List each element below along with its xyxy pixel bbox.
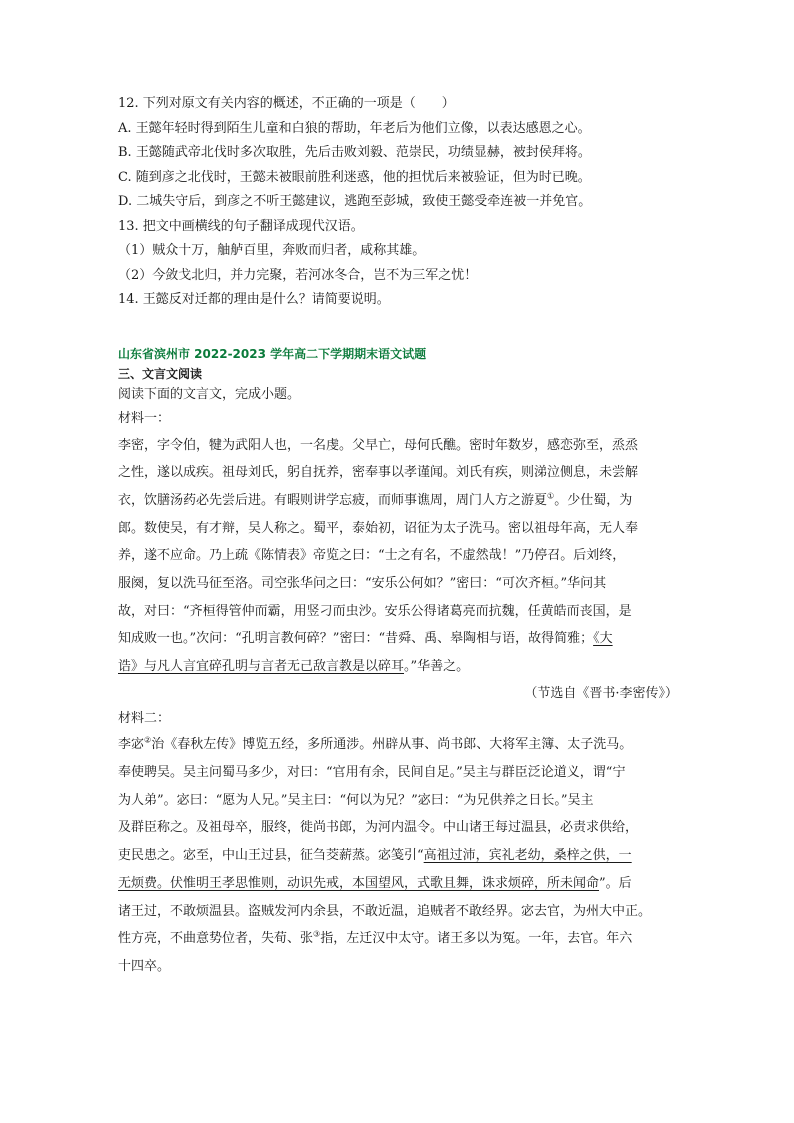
m2-line-1-text: 李宓 — [118, 737, 145, 753]
material-2-label: 材料二： — [118, 710, 171, 726]
underlined-sentence-2a: 高祖过沛，宾礼老幼，桑梓之供，一 — [423, 848, 632, 864]
material-1-source: （节选自《晋书·李密传》） — [524, 685, 678, 701]
m1-line-7: 故，对曰：“齐桓得管仲而霸，用竖刁而虫沙。安乐公得诸葛亮而抗魏，任黄皓而丧国，是 — [118, 603, 632, 619]
question-13-2: （2）今敛戈北归，并力完聚，若河冰冬合，岂不为三军之忧！ — [118, 267, 478, 283]
m2-line-9: 十四卒。 — [118, 958, 171, 974]
instruction: 阅读下面的文言文，完成小题。 — [118, 386, 301, 402]
question-13: 13. 把文中画横线的句子翻译成现代汉语。 — [118, 218, 364, 234]
material-1-text — [118, 432, 678, 681]
section-title: 三、文言文阅读 — [118, 366, 203, 381]
question-14: 14. 王懿反对迁都的理由是什么？请简要说明。 — [118, 292, 390, 307]
m1-line-3-text: 衣，饮膳汤药必先尝后进。有暇则讲学忘疲，而师事谯周，周门人方之游夏 — [118, 492, 548, 508]
m2-line-8-rest: 指，左迁汉中太守。诸王多以为冤。一年，去官。年六 — [320, 931, 633, 947]
material-2-text — [118, 731, 678, 980]
footnote-mark-1: ① — [547, 491, 555, 501]
m1-line-3 — [118, 487, 678, 515]
m2-line-1-rest: 治《春秋左传》博览五经，多所通涉。州辟从事、尚书郎、大将军主簿、太子洗马。 — [151, 737, 633, 753]
m1-line-9-end: 。”华善之。 — [404, 659, 470, 675]
material-1-label: 材料一： — [118, 411, 171, 426]
footnote-mark-2: ② — [144, 736, 152, 745]
m1-line-8 — [118, 625, 678, 653]
m1-line-8-text: 知成败一也。”次问：“孔明言教何碎？”密曰：“昔舜、禹、皋陶相与语，故得简雅； — [118, 631, 594, 647]
m2-line-8 — [118, 925, 678, 953]
m1-line-6: 服阕，复以洗马征至洛。司空张华问之曰：“安乐公何如？”密曰：“可次齐桓。”华问其 — [118, 576, 607, 592]
option-a: A. 王懿年轻时得到陌生儿童和白狼的帮助，年老后为他们立像，以表达感恩之心。 — [118, 120, 591, 136]
m2-line-7: 诸王过，不敢烦温县。盗贼发河内余县，不敢近温，追贼者不敢经界。宓去官，为州大中正。 — [118, 903, 652, 919]
m2-line-6-end: ”。后 — [599, 875, 632, 891]
underlined-sentence-2b: 无烦费。伏惟明王孝思惟则，动识先戒，本国望风，式歌且舞，诛求烦碎，所未闻命 — [118, 875, 600, 891]
m2-line-5 — [118, 842, 678, 870]
footnote-mark-3: ③ — [313, 929, 321, 939]
m1-line-3-end: 。少仕蜀，为 — [554, 492, 633, 508]
underlined-sentence-1b: 诰》与凡人言宜碎孔明与言者无己敌言教是以碎耳 — [118, 659, 405, 675]
m2-line-3: 为人弟”。宓曰：“愿为人兄。”吴主曰：“何以为兄？”宓曰：“为兄供养之日长。”吴主 — [118, 792, 594, 808]
m2-line-4: 及群臣称之。及祖母卒，服终，徙尚书郎，为河内温令。中山诸王每过温县，必责求供给， — [118, 820, 639, 836]
m2-line-5-text: 吏民患之。宓至，中山王过县，征刍茭薪蒸。宓笺引“ — [118, 848, 424, 864]
option-d: D. 二城失守后，到彦之不听王懿建议，逃跑至彭城，致使王懿受牵连被一并免官。 — [118, 194, 592, 209]
m2-line-6 — [118, 870, 678, 898]
exam-title: 山东省滨州市 2022-2023 学年高二下学期期末语文试题 — [118, 346, 427, 361]
m1-line-1: 李密，字令伯，犍为武阳人也，一名虔。父早亡，母何氏醮。密时年数岁，感恋弥至，烝烝 — [118, 437, 639, 453]
m2-line-2: 奉使聘吴。吴主问蜀马多少，对曰：“官用有余，民间自足。”吴主与群臣泛论道义，谓“宁 — [118, 765, 626, 781]
m2-line-1 — [118, 731, 678, 759]
m1-line-9 — [118, 653, 678, 681]
m1-line-2: 之性，遂以成疾。祖母刘氏，躬自抚养，密奉事以孝谨闻。刘氏有疾，则涕泣侧息，未尝解 — [118, 465, 639, 481]
document-page — [118, 92, 678, 981]
question-12: 12. 下列对原文有关内容的概述，不正确的一项是（ ） — [118, 96, 455, 111]
m1-line-4: 郎。数使吴，有才辩，吴人称之。蜀平，泰始初，诏征为太子洗马。密以祖母年高，无人奉 — [118, 520, 639, 536]
question-13-1: （1）贼众十万，舳舻百里，奔败而归者，咸称其雄。 — [118, 243, 426, 258]
option-c: C. 随到彦之北伐时，王懿未被眼前胜利迷惑，他的担忧后来被验证，但为时已晚。 — [118, 169, 591, 185]
m2-line-8-text: 性方亮，不曲意势位者，失荀、张 — [118, 931, 314, 947]
underlined-sentence-1a: 《大 — [593, 631, 613, 647]
option-b: B. 王懿随武帝北伐时多次取胜，先后击败刘毅、范崇民，功绩显赫，被封侯拜将。 — [118, 145, 591, 160]
m1-line-5: 养，遂不应命。乃上疏《陈情表》帝览之曰：“士之有名，不虚然哉！”乃停召。后刘终， — [118, 548, 626, 564]
